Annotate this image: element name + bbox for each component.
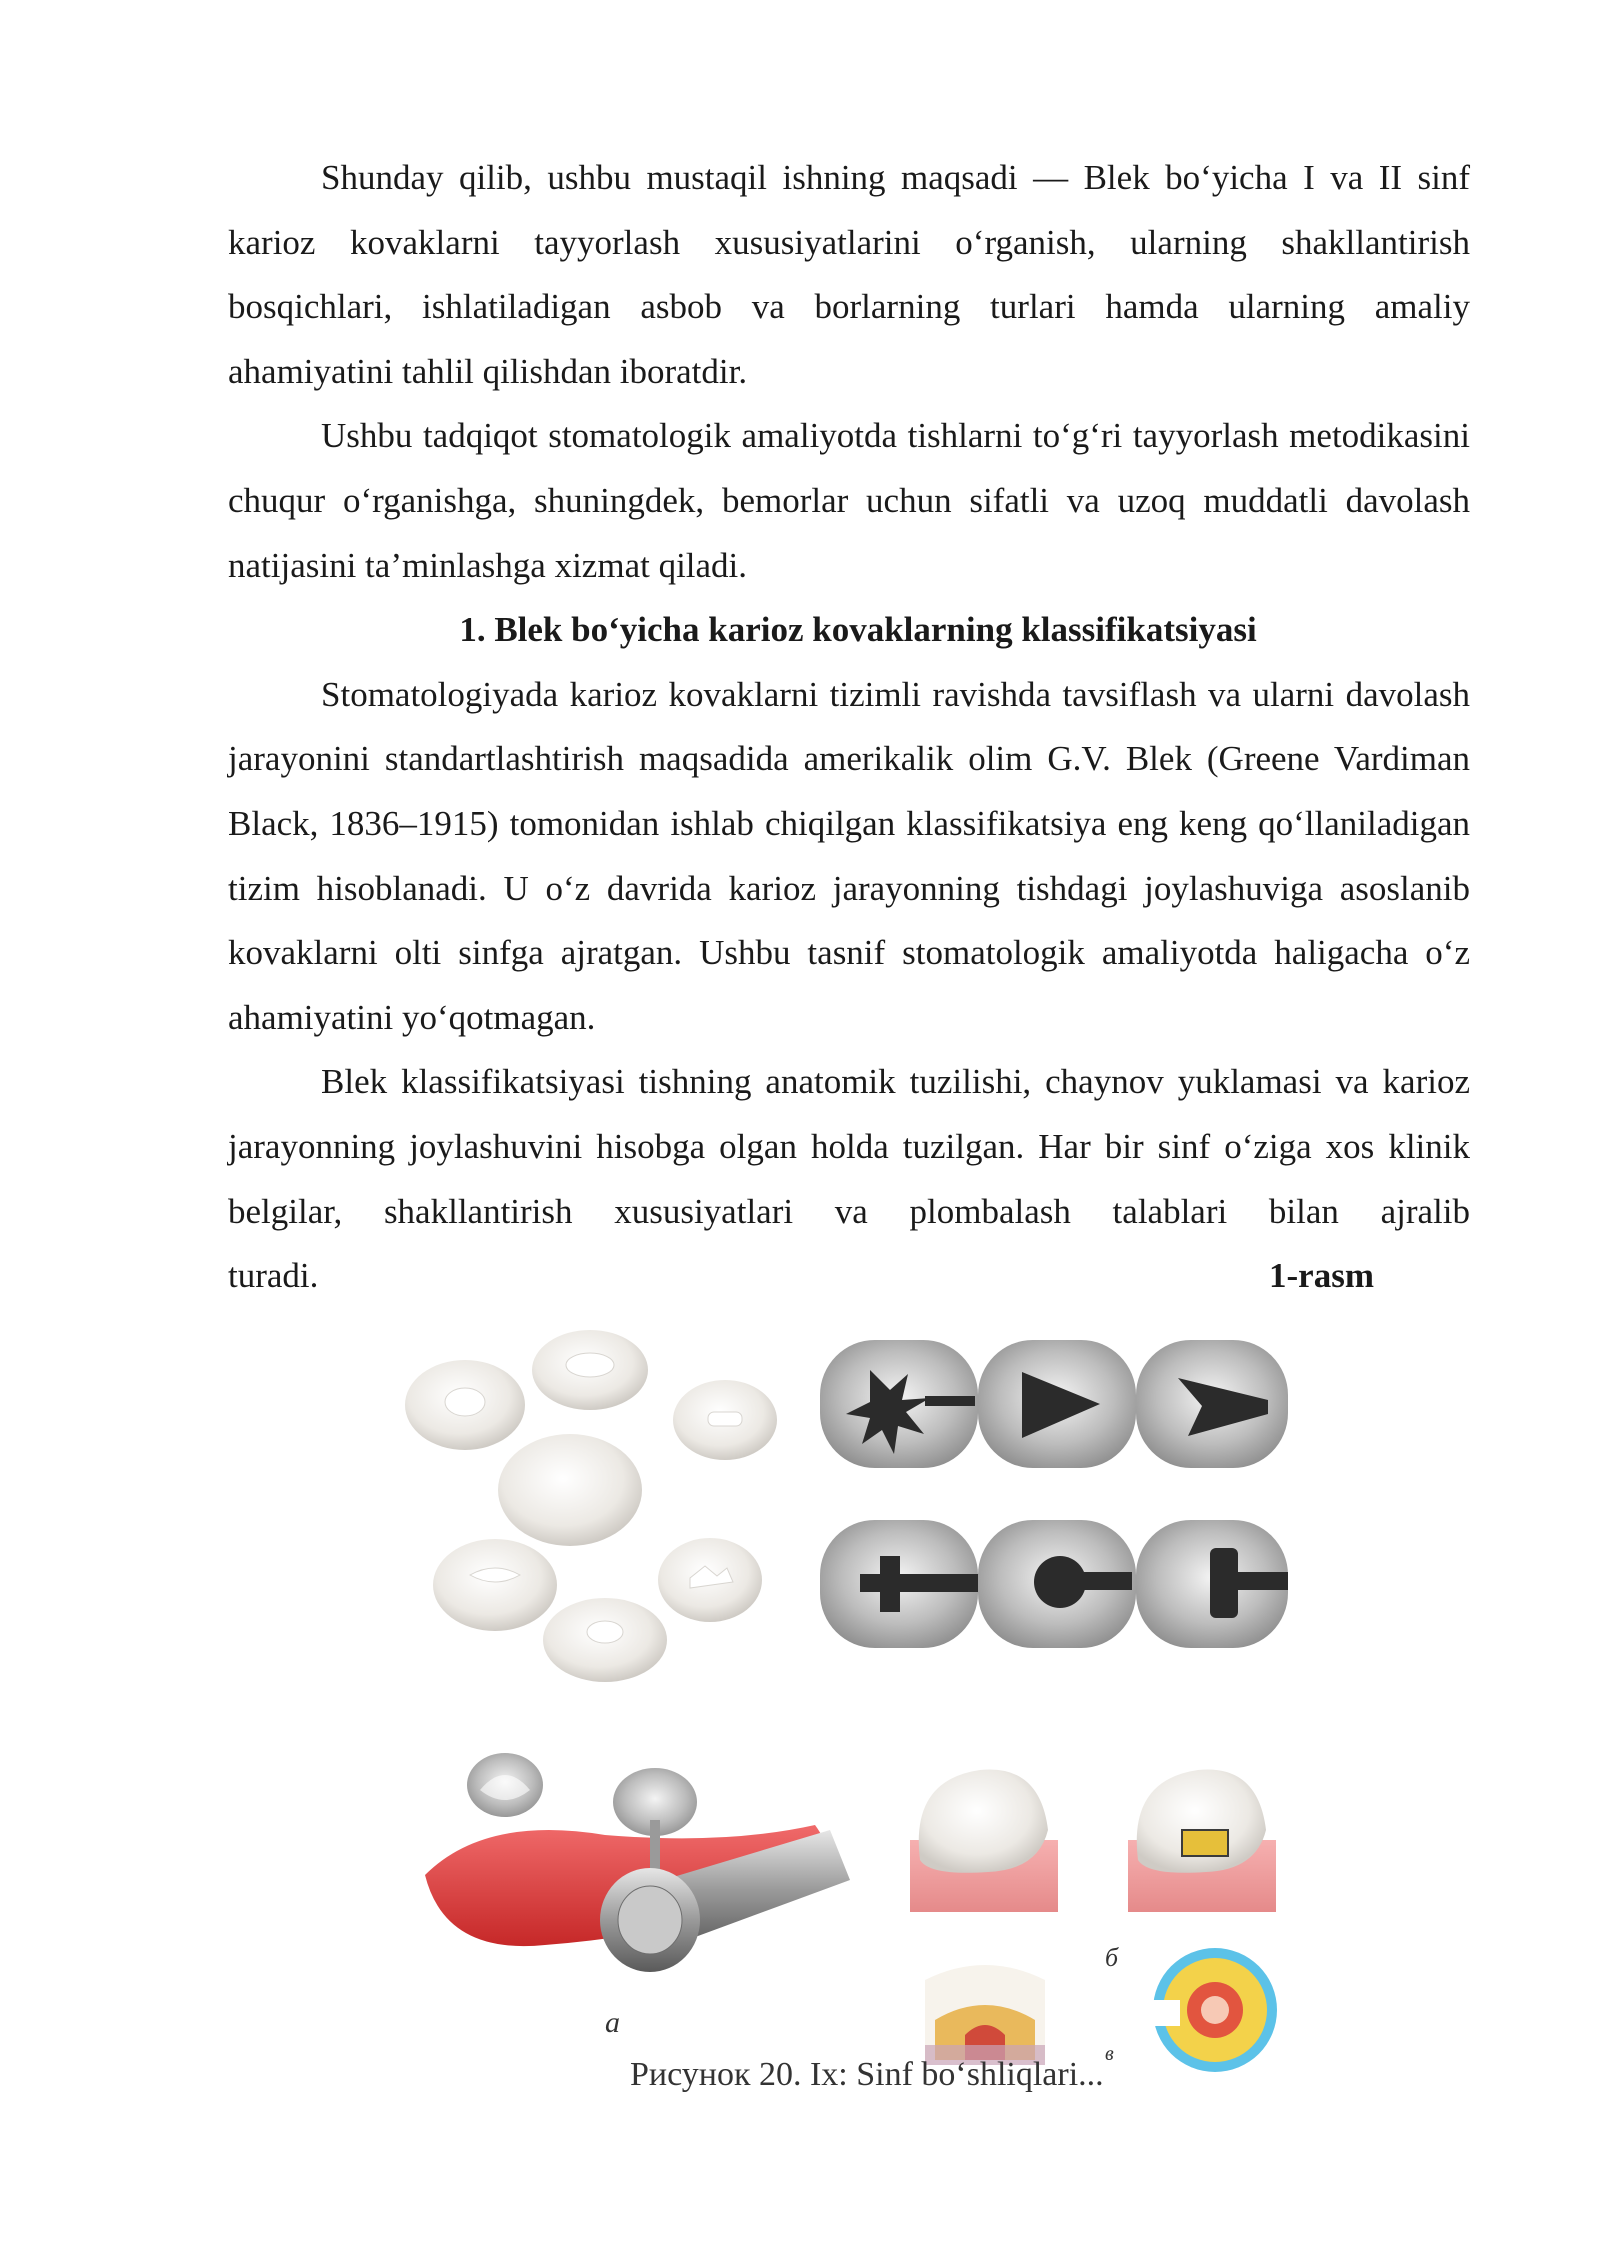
molar-cavity-t-shape xyxy=(1136,1520,1288,1648)
figure-letter-a: а xyxy=(605,2006,620,2039)
paragraph-purpose: Shunday qilib, ushbu mustaqil ishning maqsadi — Blek bo‘yicha I va II sinf karioz kovaklarni tayyorlash xususiyatlarini o‘rganish, ularning shakllantirish bosqichlari, ishlatiladigan asbob va borlarning turlari hamda ularning amaliy ahamiyatini tahlil qilishdan iboratdir. xyxy=(228,158,1470,391)
molar-cavity-triangle xyxy=(1136,1340,1288,1468)
tooth-ring-section xyxy=(1140,1948,1277,2072)
tooth-view xyxy=(405,1360,525,1450)
figure-caption-cut: Рисунок 20. Ix: Sinf bo‘shliqlari... xyxy=(630,2056,1104,2093)
tooth-cross-section xyxy=(925,1965,1045,2065)
tooth-view xyxy=(532,1330,648,1410)
figure-black-classification xyxy=(400,1320,1300,2093)
incisor-views xyxy=(910,1770,1277,2073)
molar-cavity-round xyxy=(978,1520,1136,1648)
tooth-view xyxy=(543,1598,667,1682)
molar-cavity-cross xyxy=(820,1520,980,1648)
molar-cavity-star xyxy=(820,1340,978,1468)
tooth-view xyxy=(433,1539,557,1631)
figure-label: 1-rasm xyxy=(1269,1256,1374,1296)
tooth-view xyxy=(673,1380,777,1460)
tooth-view xyxy=(658,1538,762,1622)
document-body xyxy=(228,146,1470,1309)
incisor-plain xyxy=(910,1770,1058,1913)
paragraph-last-line xyxy=(228,1244,1470,1309)
incisor-with-cavity xyxy=(1128,1770,1276,1913)
paragraph-end: turadi. xyxy=(228,1256,319,1296)
paragraph-structure: Blek klassifikatsiyasi tishning anatomik tuzilishi, chaynov yuklamasi va karioz jarayonning joylashuvini hisobga olgan holda tuzilgan. Har bir sinf o‘ziga xos klinik belgilar, shakllantirish xususiyatlari va plombalash talablari bilan ajralib xyxy=(228,1062,1470,1231)
tooth-view xyxy=(498,1434,642,1546)
molar-cavity-wedge xyxy=(978,1340,1136,1468)
tooth-views-group xyxy=(405,1330,777,1682)
paragraph-classification: Stomatologiyada karioz kovaklarni tizimli ravishda tavsiflash va ularni davolash jarayonini standartlashtirish maqsadida amerikalik olim G.V. Blek (Greene Vardiman Black, 1836–1915) tomonidan ishlab chiqilgan klassifikatsiya eng keng qo‘llaniladigan tizim hisoblanadi. U o‘z davrida karioz jarayonning tishdagi joylashuviga asoslanib kovaklarni olti sinfga ajratgan. Ushbu tasnif stomatologik amaliyotda haligacha o‘z ahamiyatini yo‘qotmagan. xyxy=(228,674,1470,1037)
molar-grid xyxy=(820,1340,1288,1648)
paragraph-research: Ushbu tadqiqot stomatologik amaliyotda tishlarni to‘g‘ri tayyorlash metodikasini chuqur o‘rganishga, shuningdek, bemorlar uchun sifatli va uzoq muddatli davolash natijasini ta’minlashga xizmat qiladi. xyxy=(228,416,1470,585)
figure-illustration xyxy=(400,1320,1300,2093)
handpiece-illustration xyxy=(425,1753,850,2039)
figure-letter-v: в xyxy=(1105,2043,1114,2065)
section-heading: 1. Blek bo‘yicha karioz kovaklarning klassifikatsiyasi xyxy=(459,610,1257,650)
figure-letter-b: б xyxy=(1105,1943,1119,1972)
